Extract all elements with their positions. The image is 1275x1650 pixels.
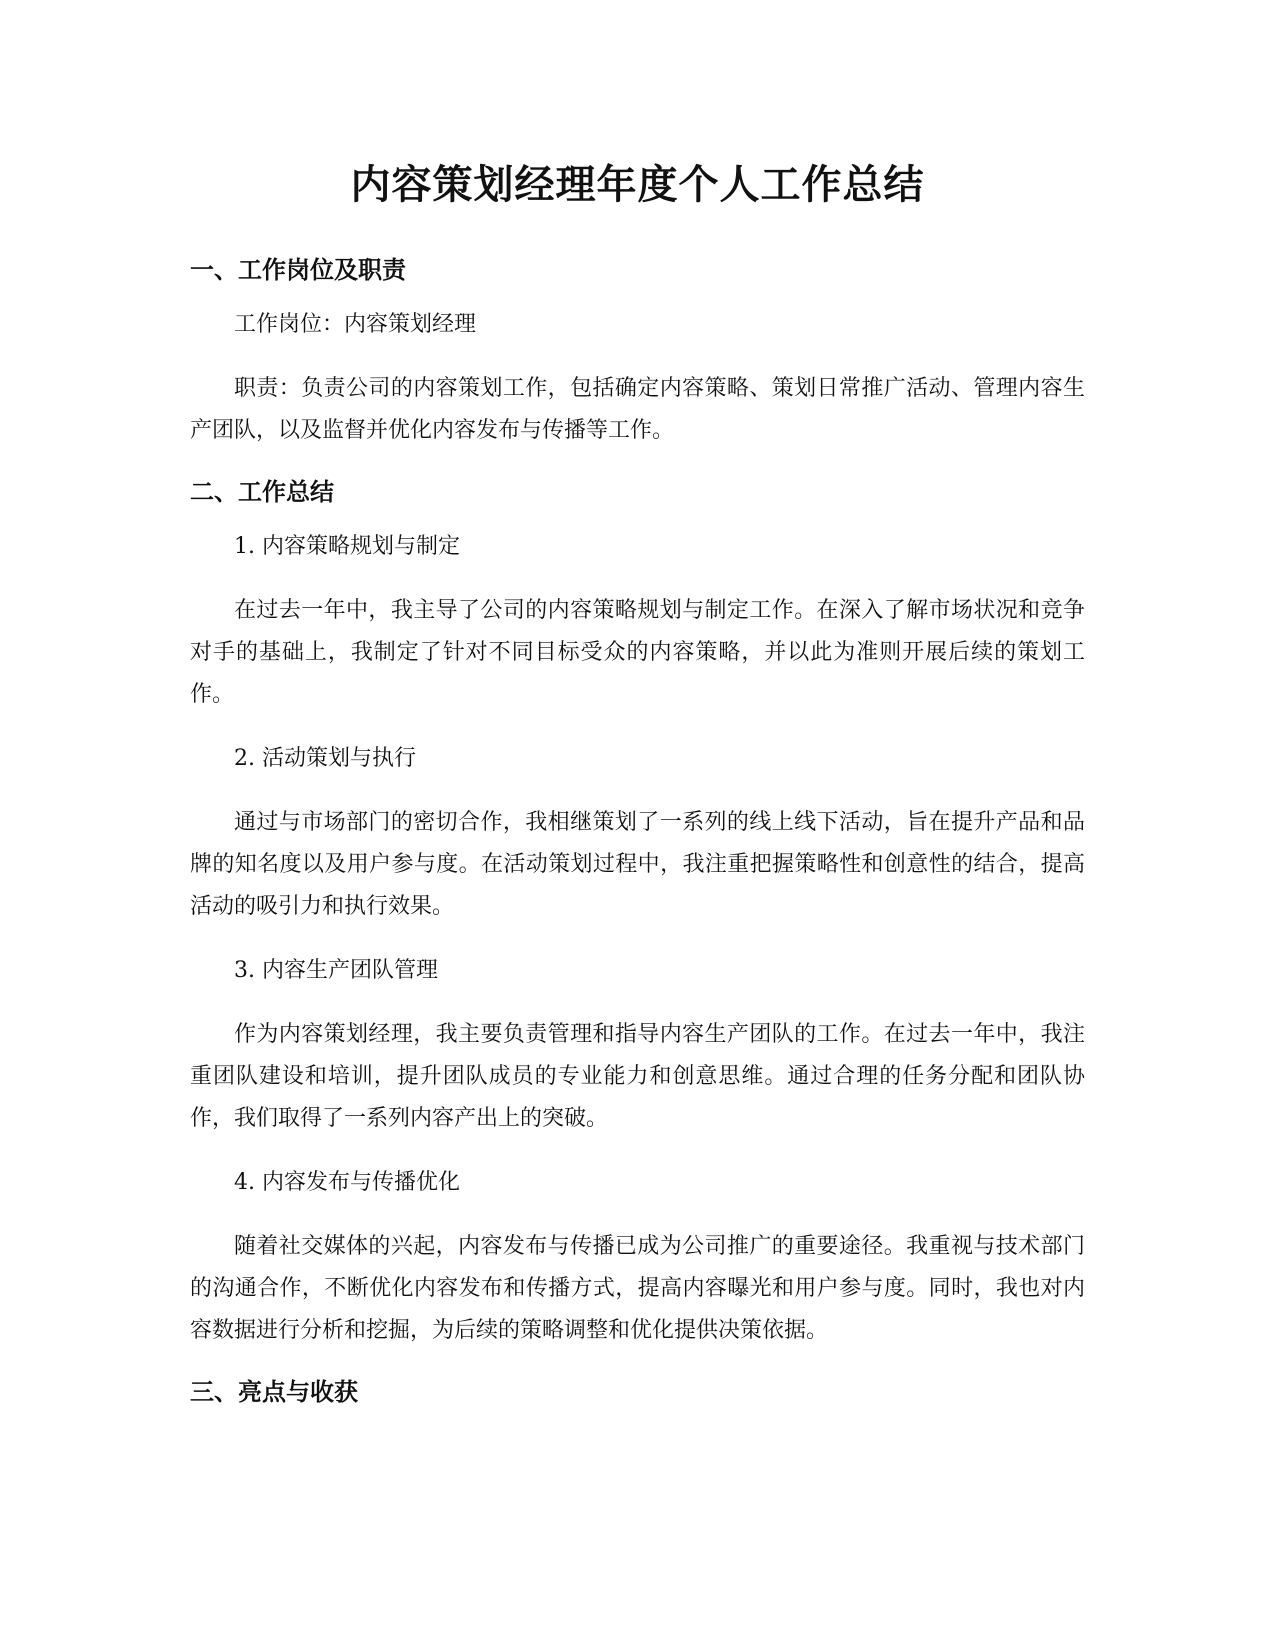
section-summary: [190, 476, 1085, 1352]
section-heading: 一、工作岗位及职责: [190, 256, 406, 284]
section-heading: 二、工作总结: [190, 478, 334, 506]
section-heading: 三、亮点与收获: [190, 1378, 358, 1406]
paragraph: 职责：负责公司的内容策划工作，包括确定内容策略、策划日常推广活动、管理内容生产团队，以及监督并优化内容发布与传播等工作。: [190, 376, 1085, 443]
paragraph: 作为内容策划经理，我主要负责管理和指导内容生产团队的工作。在过去一年中，我注重团队建设和培训，提升团队成员的专业能力和创意思维。通过合理的任务分配和团队协作，我们取得了一系列内容产出上的突破。: [190, 1022, 1085, 1131]
section-duties: [190, 254, 1085, 452]
paragraph: 随着社交媒体的兴起，内容发布与传播已成为公司推广的重要途径。我重视与技术部门的沟通合作，不断优化内容发布和传播方式，提高内容曝光和用户参与度。同时，我也对内容数据进行分析和挖掘，为后续的策略调整和优化提供决策依据。: [190, 1234, 1085, 1343]
subheading: 2. 活动策划与执行: [234, 746, 416, 771]
paragraph: 通过与市场部门的密切合作，我相继策划了一系列的线上线下活动，旨在提升产品和品牌的知名度以及用户参与度。在活动策划过程中，我注重把握策略性和创意性的结合，提高活动的吸引力和执行效果。: [190, 810, 1085, 919]
paragraph: 工作岗位：内容策划经理: [234, 312, 477, 337]
subheading: 3. 内容生产团队管理: [234, 958, 438, 983]
section-highlights: [190, 1376, 1085, 1408]
paragraph: 在过去一年中，我主导了公司的内容策略规划与制定工作。在深入了解市场状况和竞争对手的基础上，我制定了针对不同目标受众的内容策略，并以此为准则开展后续的策划工作。: [190, 598, 1085, 707]
document-title: 内容策划经理年度个人工作总结: [350, 162, 925, 208]
subheading: 4. 内容发布与传播优化: [234, 1170, 460, 1195]
subheading: 1. 内容策略规划与制定: [234, 534, 460, 559]
